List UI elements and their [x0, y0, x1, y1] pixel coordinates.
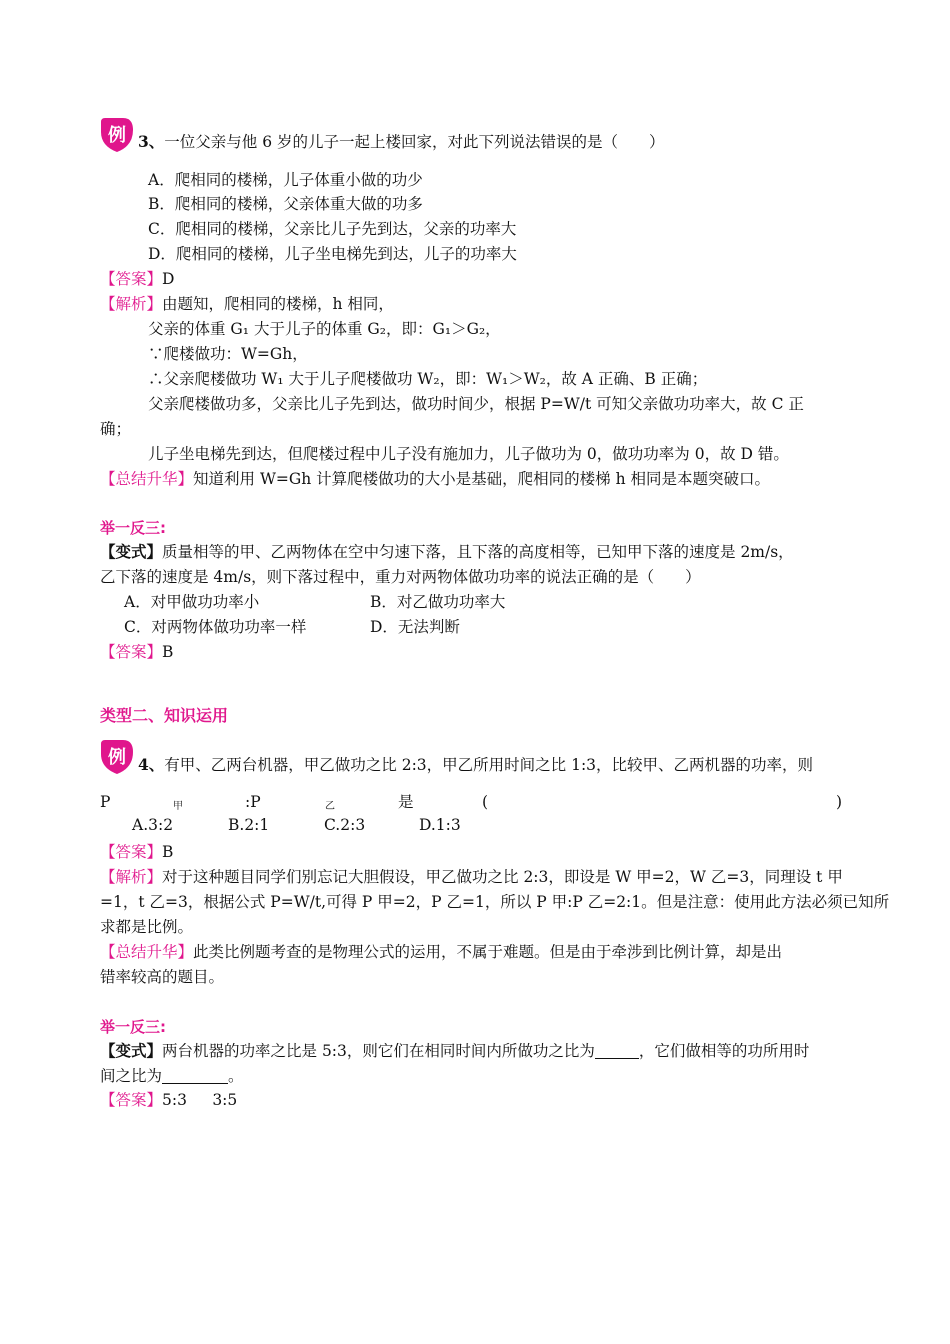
variant-line: 乙下落的速度是 4m/s，则下落过程中，重力对两物体做功功率的说法正确的是（ ）	[100, 568, 701, 586]
option-a: A．爬相同的楼梯，儿子体重小做的功少	[148, 171, 423, 189]
analysis-row: 【解析】对于这种题目同学们别忘记大胆假设，甲乙做功之比 2:3，即设是 W 甲=2，W 乙=3，同理设 t 甲	[100, 868, 843, 886]
example-3-number: 3、	[138, 132, 165, 151]
summary-row: 【总结升华】知道利用 W=Gh 计算爬楼做功的大小是基础，爬相同的楼梯 h 相同是本题突破口。	[100, 470, 770, 488]
example-4-stem: 4、有甲、乙两台机器，甲乙做功之比 2:3，甲乙所用时间之比 1:3，比较甲、乙两机器的功率，则	[138, 755, 814, 774]
example-badge-icon	[97, 738, 135, 776]
answer-tag: 【答案】	[100, 843, 163, 861]
stem-lparen: (	[482, 793, 489, 811]
option-a: A.3:2	[132, 816, 174, 834]
analysis-line: ∴父亲爬楼做功 W₁ 大于儿子爬楼做功 W₂，即：W₁＞W₂，故 A 正确、B 正确；	[148, 370, 708, 388]
analysis-line: ∵爬楼做功：W=Gh，	[148, 345, 308, 363]
summary-row: 【总结升华】此类比例题考查的是物理公式的运用，不属于难题。但是由于牵涉到比例计算，却是出	[100, 943, 783, 961]
option-c: C．对两物体做功功率一样	[124, 618, 307, 636]
answer-tag: 【答案】	[100, 643, 163, 661]
option-d: D．无法判断	[370, 618, 460, 636]
blank-2	[162, 1067, 228, 1084]
option-b: B．对乙做功功率大	[370, 593, 506, 611]
answer-value: 5:3 3:5	[162, 1091, 238, 1109]
answer-value: B	[162, 643, 174, 661]
example-badge-icon	[97, 116, 135, 154]
section-heading: 类型二、知识运用	[100, 706, 229, 725]
stem-yi: 乙	[325, 801, 335, 812]
analysis-line: =1，t 乙=3，根据公式 P=W/t,可得 P 甲=2，P 乙=1，所以 P 甲:P 乙=2:1。但是注意：使用此方法必须已知所	[100, 893, 890, 911]
variant-row: 【变式】质量相等的甲、乙两物体在空中匀速下落，且下落的高度相等，已知甲下落的速度是 2m/s，	[100, 542, 794, 561]
option-b: B．爬相同的楼梯，父亲体重大做的功多	[148, 195, 423, 213]
answer-value: B	[162, 843, 174, 861]
analysis-line: 儿子坐电梯先到达，但爬楼过程中儿子没有施加力，儿子做功为 0，做功功率为 0，故 D 错。	[148, 445, 789, 463]
stem-jia: 甲	[173, 801, 183, 812]
option-a: A．对甲做功功率小	[124, 593, 260, 611]
analysis-line: 确；	[100, 420, 132, 438]
answer-value: D	[162, 270, 175, 288]
stem-shi: 是	[398, 793, 414, 811]
practice-heading: 举一反三:	[100, 1018, 166, 1036]
analysis-line: 求都是比例。	[100, 918, 194, 936]
variant-tag: 【变式】	[100, 542, 163, 561]
analysis-tag: 【解析】	[100, 295, 163, 313]
example-4-number: 4、	[138, 755, 165, 774]
summary-tag: 【总结升华】	[100, 943, 194, 961]
answer-row	[100, 268, 174, 290]
option-c: C.2:3	[324, 816, 366, 834]
answer-row	[100, 841, 173, 863]
practice-heading: 举一反三:	[100, 519, 166, 537]
option-d: D．爬相同的楼梯，儿子坐电梯先到达，儿子的功率大	[148, 245, 517, 263]
answer-row	[100, 1089, 237, 1111]
variant-row: 【变式】两台机器的功率之比是 5:3，则它们在相同时间内所做功之比为 ，它们做相等的功所用时	[100, 1041, 810, 1060]
stem-colon-p: :P	[245, 793, 261, 811]
option-c: C．爬相同的楼梯，父亲比儿子先到达，父亲的功率大	[148, 220, 517, 238]
badge-char: 例	[108, 747, 126, 768]
analysis-line: 父亲的体重 G₁ 大于儿子的体重 G₂，即：G₁＞G₂，	[148, 320, 501, 338]
variant-tag: 【变式】	[100, 1041, 163, 1060]
option-b: B.2:1	[228, 816, 270, 834]
badge-char: 例	[108, 125, 126, 146]
answer-tag: 【答案】	[100, 270, 163, 288]
summary-line: 错率较高的题目。	[100, 968, 225, 986]
stem-rparen: )	[836, 793, 843, 811]
analysis-line: 父亲爬楼做功多，父亲比儿子先到达，做功时间少，根据 P=W/t 可知父亲做功功率大，故 C 正	[148, 395, 804, 413]
answer-tag: 【答案】	[100, 1091, 163, 1109]
analysis-tag: 【解析】	[100, 868, 163, 886]
example-3-stem: 3、一位父亲与他 6 岁的儿子一起上楼回家，对此下列说法错误的是（ ）	[138, 132, 665, 151]
summary-tag: 【总结升华】	[100, 470, 194, 488]
blank-1	[595, 1042, 639, 1059]
answer-row	[100, 641, 173, 663]
analysis-row: 【解析】由题知，爬相同的楼梯，h 相同，	[100, 295, 394, 313]
variant-line: 间之比为 。	[100, 1067, 244, 1085]
stem-p: P	[100, 793, 111, 811]
option-d: D.1:3	[419, 816, 461, 834]
